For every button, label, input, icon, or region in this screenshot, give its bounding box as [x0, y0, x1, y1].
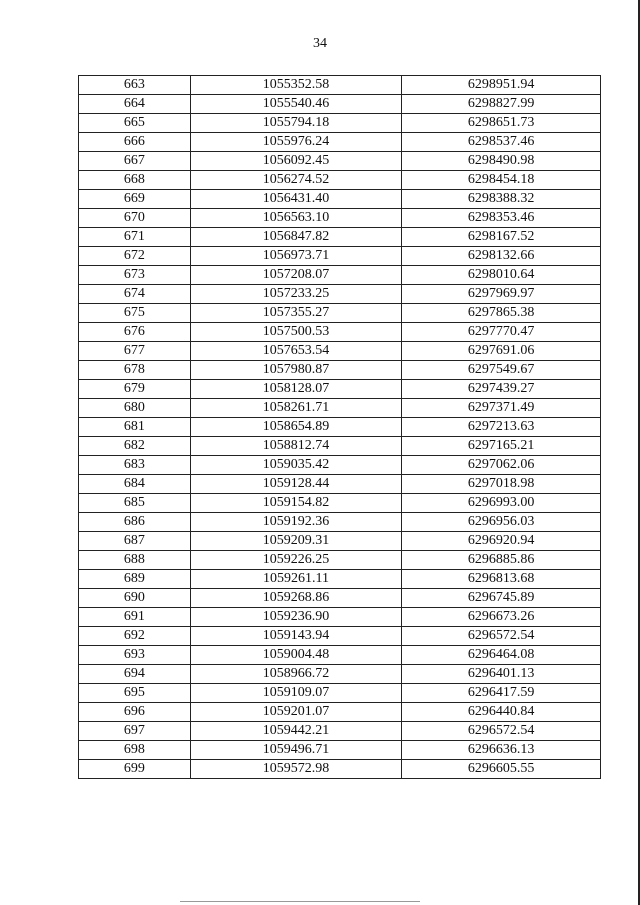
table-row	[79, 551, 601, 570]
point-number-cell: 675	[79, 304, 191, 323]
x-coordinate-cell: 1059226.25	[190, 551, 402, 570]
point-number-cell: 674	[79, 285, 191, 304]
x-coordinate-cell: 1059128.44	[190, 475, 402, 494]
y-coordinate-cell: 6297691.06	[402, 342, 601, 361]
y-coordinate-cell: 6296572.54	[402, 627, 601, 646]
point-number-cell: 664	[79, 95, 191, 114]
table-row	[79, 114, 601, 133]
x-coordinate-cell: 1058966.72	[190, 665, 402, 684]
x-coordinate-cell: 1059004.48	[190, 646, 402, 665]
y-coordinate-cell: 6298454.18	[402, 171, 601, 190]
table-row	[79, 323, 601, 342]
y-coordinate-cell: 6296440.84	[402, 703, 601, 722]
x-coordinate-cell: 1057355.27	[190, 304, 402, 323]
point-number-cell: 696	[79, 703, 191, 722]
point-number-cell: 676	[79, 323, 191, 342]
table-row	[79, 209, 601, 228]
table-row	[79, 304, 601, 323]
x-coordinate-cell: 1057208.07	[190, 266, 402, 285]
x-coordinate-cell: 1056563.10	[190, 209, 402, 228]
y-coordinate-cell: 6296920.94	[402, 532, 601, 551]
x-coordinate-cell: 1056274.52	[190, 171, 402, 190]
point-number-cell: 682	[79, 437, 191, 456]
y-coordinate-cell: 6296745.89	[402, 589, 601, 608]
point-number-cell: 672	[79, 247, 191, 266]
table-row	[79, 665, 601, 684]
point-number-cell: 671	[79, 228, 191, 247]
y-coordinate-cell: 6297213.63	[402, 418, 601, 437]
y-coordinate-cell: 6298951.94	[402, 76, 601, 95]
page-number: 34	[313, 36, 327, 51]
y-coordinate-cell: 6298388.32	[402, 190, 601, 209]
point-number-cell: 684	[79, 475, 191, 494]
point-number-cell: 669	[79, 190, 191, 209]
point-number-cell: 666	[79, 133, 191, 152]
coordinates-table	[78, 75, 601, 779]
x-coordinate-cell: 1059201.07	[190, 703, 402, 722]
point-number-cell: 691	[79, 608, 191, 627]
table-row	[79, 513, 601, 532]
y-coordinate-cell: 6296605.55	[402, 760, 601, 779]
x-coordinate-cell: 1055352.58	[190, 76, 402, 95]
table-row	[79, 475, 601, 494]
x-coordinate-cell: 1059035.42	[190, 456, 402, 475]
x-coordinate-cell: 1059442.21	[190, 722, 402, 741]
point-number-cell: 667	[79, 152, 191, 171]
x-coordinate-cell: 1059268.86	[190, 589, 402, 608]
point-number-cell: 698	[79, 741, 191, 760]
point-number-cell: 668	[79, 171, 191, 190]
x-coordinate-cell: 1057500.53	[190, 323, 402, 342]
table-row	[79, 342, 601, 361]
y-coordinate-cell: 6298490.98	[402, 152, 601, 171]
x-coordinate-cell: 1059109.07	[190, 684, 402, 703]
y-coordinate-cell: 6296813.68	[402, 570, 601, 589]
y-coordinate-cell: 6296993.00	[402, 494, 601, 513]
point-number-cell: 699	[79, 760, 191, 779]
table-row	[79, 171, 601, 190]
x-coordinate-cell: 1057233.25	[190, 285, 402, 304]
table-row	[79, 608, 601, 627]
y-coordinate-cell: 6297770.47	[402, 323, 601, 342]
y-coordinate-cell: 6297865.38	[402, 304, 601, 323]
table-row	[79, 456, 601, 475]
y-coordinate-cell: 6297549.67	[402, 361, 601, 380]
y-coordinate-cell: 6296673.26	[402, 608, 601, 627]
x-coordinate-cell: 1059192.36	[190, 513, 402, 532]
x-coordinate-cell: 1056847.82	[190, 228, 402, 247]
point-number-cell: 680	[79, 399, 191, 418]
table-row	[79, 399, 601, 418]
coordinates-table-body	[79, 76, 601, 779]
y-coordinate-cell: 6296401.13	[402, 665, 601, 684]
table-row	[79, 228, 601, 247]
y-coordinate-cell: 6296636.13	[402, 741, 601, 760]
table-row	[79, 380, 601, 399]
table-row	[79, 247, 601, 266]
table-row	[79, 589, 601, 608]
table-row	[79, 570, 601, 589]
table-row	[79, 722, 601, 741]
table-row	[79, 741, 601, 760]
table-row	[79, 418, 601, 437]
x-coordinate-cell: 1059496.71	[190, 741, 402, 760]
point-number-cell: 690	[79, 589, 191, 608]
y-coordinate-cell: 6297018.98	[402, 475, 601, 494]
y-coordinate-cell: 6298353.46	[402, 209, 601, 228]
y-coordinate-cell: 6298827.99	[402, 95, 601, 114]
point-number-cell: 679	[79, 380, 191, 399]
x-coordinate-cell: 1059143.94	[190, 627, 402, 646]
table-row	[79, 133, 601, 152]
y-coordinate-cell: 6296956.03	[402, 513, 601, 532]
y-coordinate-cell: 6297165.21	[402, 437, 601, 456]
table-row	[79, 190, 601, 209]
x-coordinate-cell: 1058812.74	[190, 437, 402, 456]
y-coordinate-cell: 6298167.52	[402, 228, 601, 247]
point-number-cell: 688	[79, 551, 191, 570]
x-coordinate-cell: 1059209.31	[190, 532, 402, 551]
point-number-cell: 663	[79, 76, 191, 95]
y-coordinate-cell: 6296572.54	[402, 722, 601, 741]
y-coordinate-cell: 6297969.97	[402, 285, 601, 304]
y-coordinate-cell: 6298651.73	[402, 114, 601, 133]
table-row	[79, 266, 601, 285]
point-number-cell: 692	[79, 627, 191, 646]
table-row	[79, 703, 601, 722]
x-coordinate-cell: 1055976.24	[190, 133, 402, 152]
x-coordinate-cell: 1056092.45	[190, 152, 402, 171]
point-number-cell: 665	[79, 114, 191, 133]
point-number-cell: 677	[79, 342, 191, 361]
x-coordinate-cell: 1058654.89	[190, 418, 402, 437]
point-number-cell: 697	[79, 722, 191, 741]
point-number-cell: 678	[79, 361, 191, 380]
point-number-cell: 673	[79, 266, 191, 285]
x-coordinate-cell: 1058128.07	[190, 380, 402, 399]
table-row	[79, 684, 601, 703]
point-number-cell: 670	[79, 209, 191, 228]
table-row	[79, 152, 601, 171]
y-coordinate-cell: 6296885.86	[402, 551, 601, 570]
point-number-cell: 681	[79, 418, 191, 437]
point-number-cell: 695	[79, 684, 191, 703]
y-coordinate-cell: 6298132.66	[402, 247, 601, 266]
point-number-cell: 689	[79, 570, 191, 589]
x-coordinate-cell: 1059261.11	[190, 570, 402, 589]
table-row	[79, 646, 601, 665]
table-row	[79, 494, 601, 513]
point-number-cell: 694	[79, 665, 191, 684]
y-coordinate-cell: 6297371.49	[402, 399, 601, 418]
table-row	[79, 532, 601, 551]
table-row	[79, 285, 601, 304]
x-coordinate-cell: 1055540.46	[190, 95, 402, 114]
point-number-cell: 686	[79, 513, 191, 532]
y-coordinate-cell: 6296464.08	[402, 646, 601, 665]
x-coordinate-cell: 1056431.40	[190, 190, 402, 209]
x-coordinate-cell: 1059572.98	[190, 760, 402, 779]
y-coordinate-cell: 6298537.46	[402, 133, 601, 152]
table-row	[79, 361, 601, 380]
x-coordinate-cell: 1059236.90	[190, 608, 402, 627]
table-row	[79, 760, 601, 779]
table-row	[79, 627, 601, 646]
x-coordinate-cell: 1057653.54	[190, 342, 402, 361]
point-number-cell: 687	[79, 532, 191, 551]
scan-artifact-line	[180, 901, 420, 902]
table-row	[79, 437, 601, 456]
x-coordinate-cell: 1058261.71	[190, 399, 402, 418]
y-coordinate-cell: 6297439.27	[402, 380, 601, 399]
point-number-cell: 693	[79, 646, 191, 665]
x-coordinate-cell: 1055794.18	[190, 114, 402, 133]
x-coordinate-cell: 1057980.87	[190, 361, 402, 380]
x-coordinate-cell: 1059154.82	[190, 494, 402, 513]
x-coordinate-cell: 1056973.71	[190, 247, 402, 266]
y-coordinate-cell: 6298010.64	[402, 266, 601, 285]
y-coordinate-cell: 6296417.59	[402, 684, 601, 703]
table-row	[79, 95, 601, 114]
point-number-cell: 685	[79, 494, 191, 513]
y-coordinate-cell: 6297062.06	[402, 456, 601, 475]
point-number-cell: 683	[79, 456, 191, 475]
table-row	[79, 76, 601, 95]
